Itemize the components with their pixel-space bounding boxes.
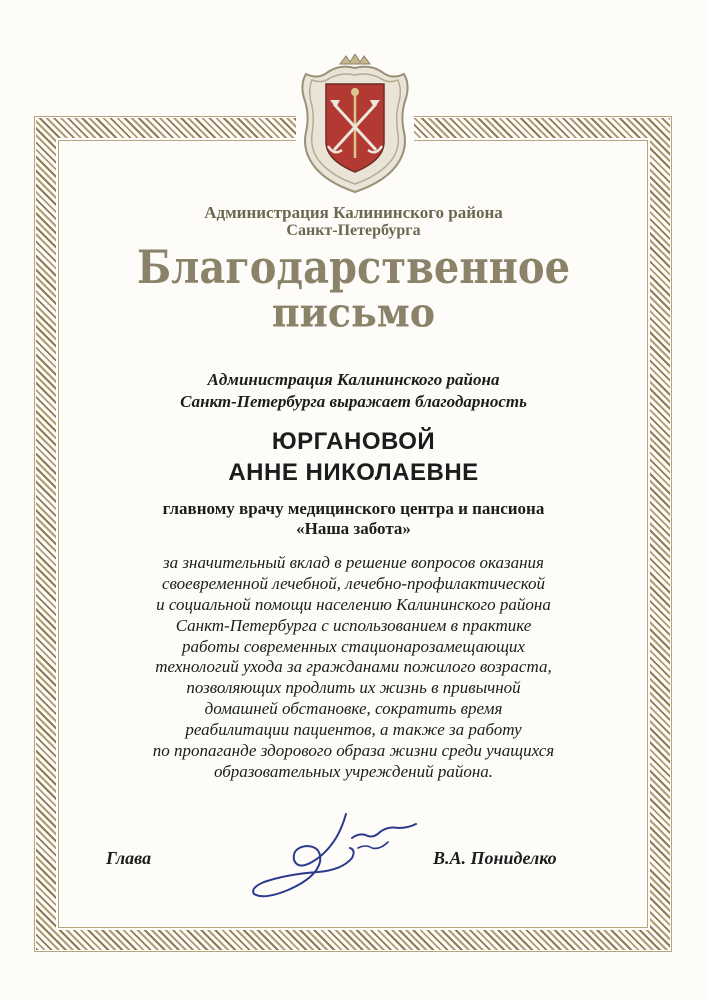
body-line: за значительный вклад в решение вопросов оказания <box>163 553 544 572</box>
handwritten-signature-icon <box>248 808 448 908</box>
recipient-position-line-2: «Наша забота» <box>296 519 411 538</box>
body-line: домашней обстановке, сократить время <box>204 699 503 719</box>
body-line: и социальной помощи населению Калининского района <box>156 594 551 614</box>
coat-of-arms-svg <box>296 54 414 196</box>
signature-svg <box>248 808 448 908</box>
body-line: позволяющих продлить их жизнь в привычной <box>186 678 521 698</box>
body-line: технологий ухода за гражданами пожилого возраста, <box>155 657 552 677</box>
body-line: Санкт-Петербурга с использованием в практике <box>175 615 532 635</box>
body-line: по пропаганде здорового образа жизни среди учащихся <box>152 741 555 761</box>
document-title-line-1: Благодарственное <box>136 240 571 295</box>
document-title-line-2: письмо <box>271 288 436 337</box>
body-line: работы современных стационарозамещающих <box>182 636 525 656</box>
signatory-name: В.А. Пониделко <box>433 848 557 868</box>
recipient-surname: ЮРГАНОВОЙ <box>271 428 436 455</box>
declaration-line-2: Санкт-Петербурга выражает благодарность <box>180 392 527 411</box>
recipient-given-names: АННЕ НИКОЛАЕВНЕ <box>228 459 479 486</box>
declaration-line-1: Администрация Калининского района <box>207 370 500 389</box>
issuer-line-2: Санкт-Петербурга <box>286 222 421 239</box>
body-line: реабилитации пациентов, а также за работу <box>185 720 522 740</box>
recipient-position-line-1: главному врачу медицинского центра и пансиона <box>162 499 545 518</box>
coat-of-arms-icon <box>296 54 414 196</box>
body-line: образовательных учреждений района. <box>213 761 494 781</box>
signatory-role: Глава <box>106 848 152 868</box>
body-line: своевременной лечебной, лечебно-профилактической <box>161 573 546 593</box>
gratitude-body <box>60 553 647 783</box>
issuer-line-1: Администрация Калининского района <box>204 203 503 222</box>
